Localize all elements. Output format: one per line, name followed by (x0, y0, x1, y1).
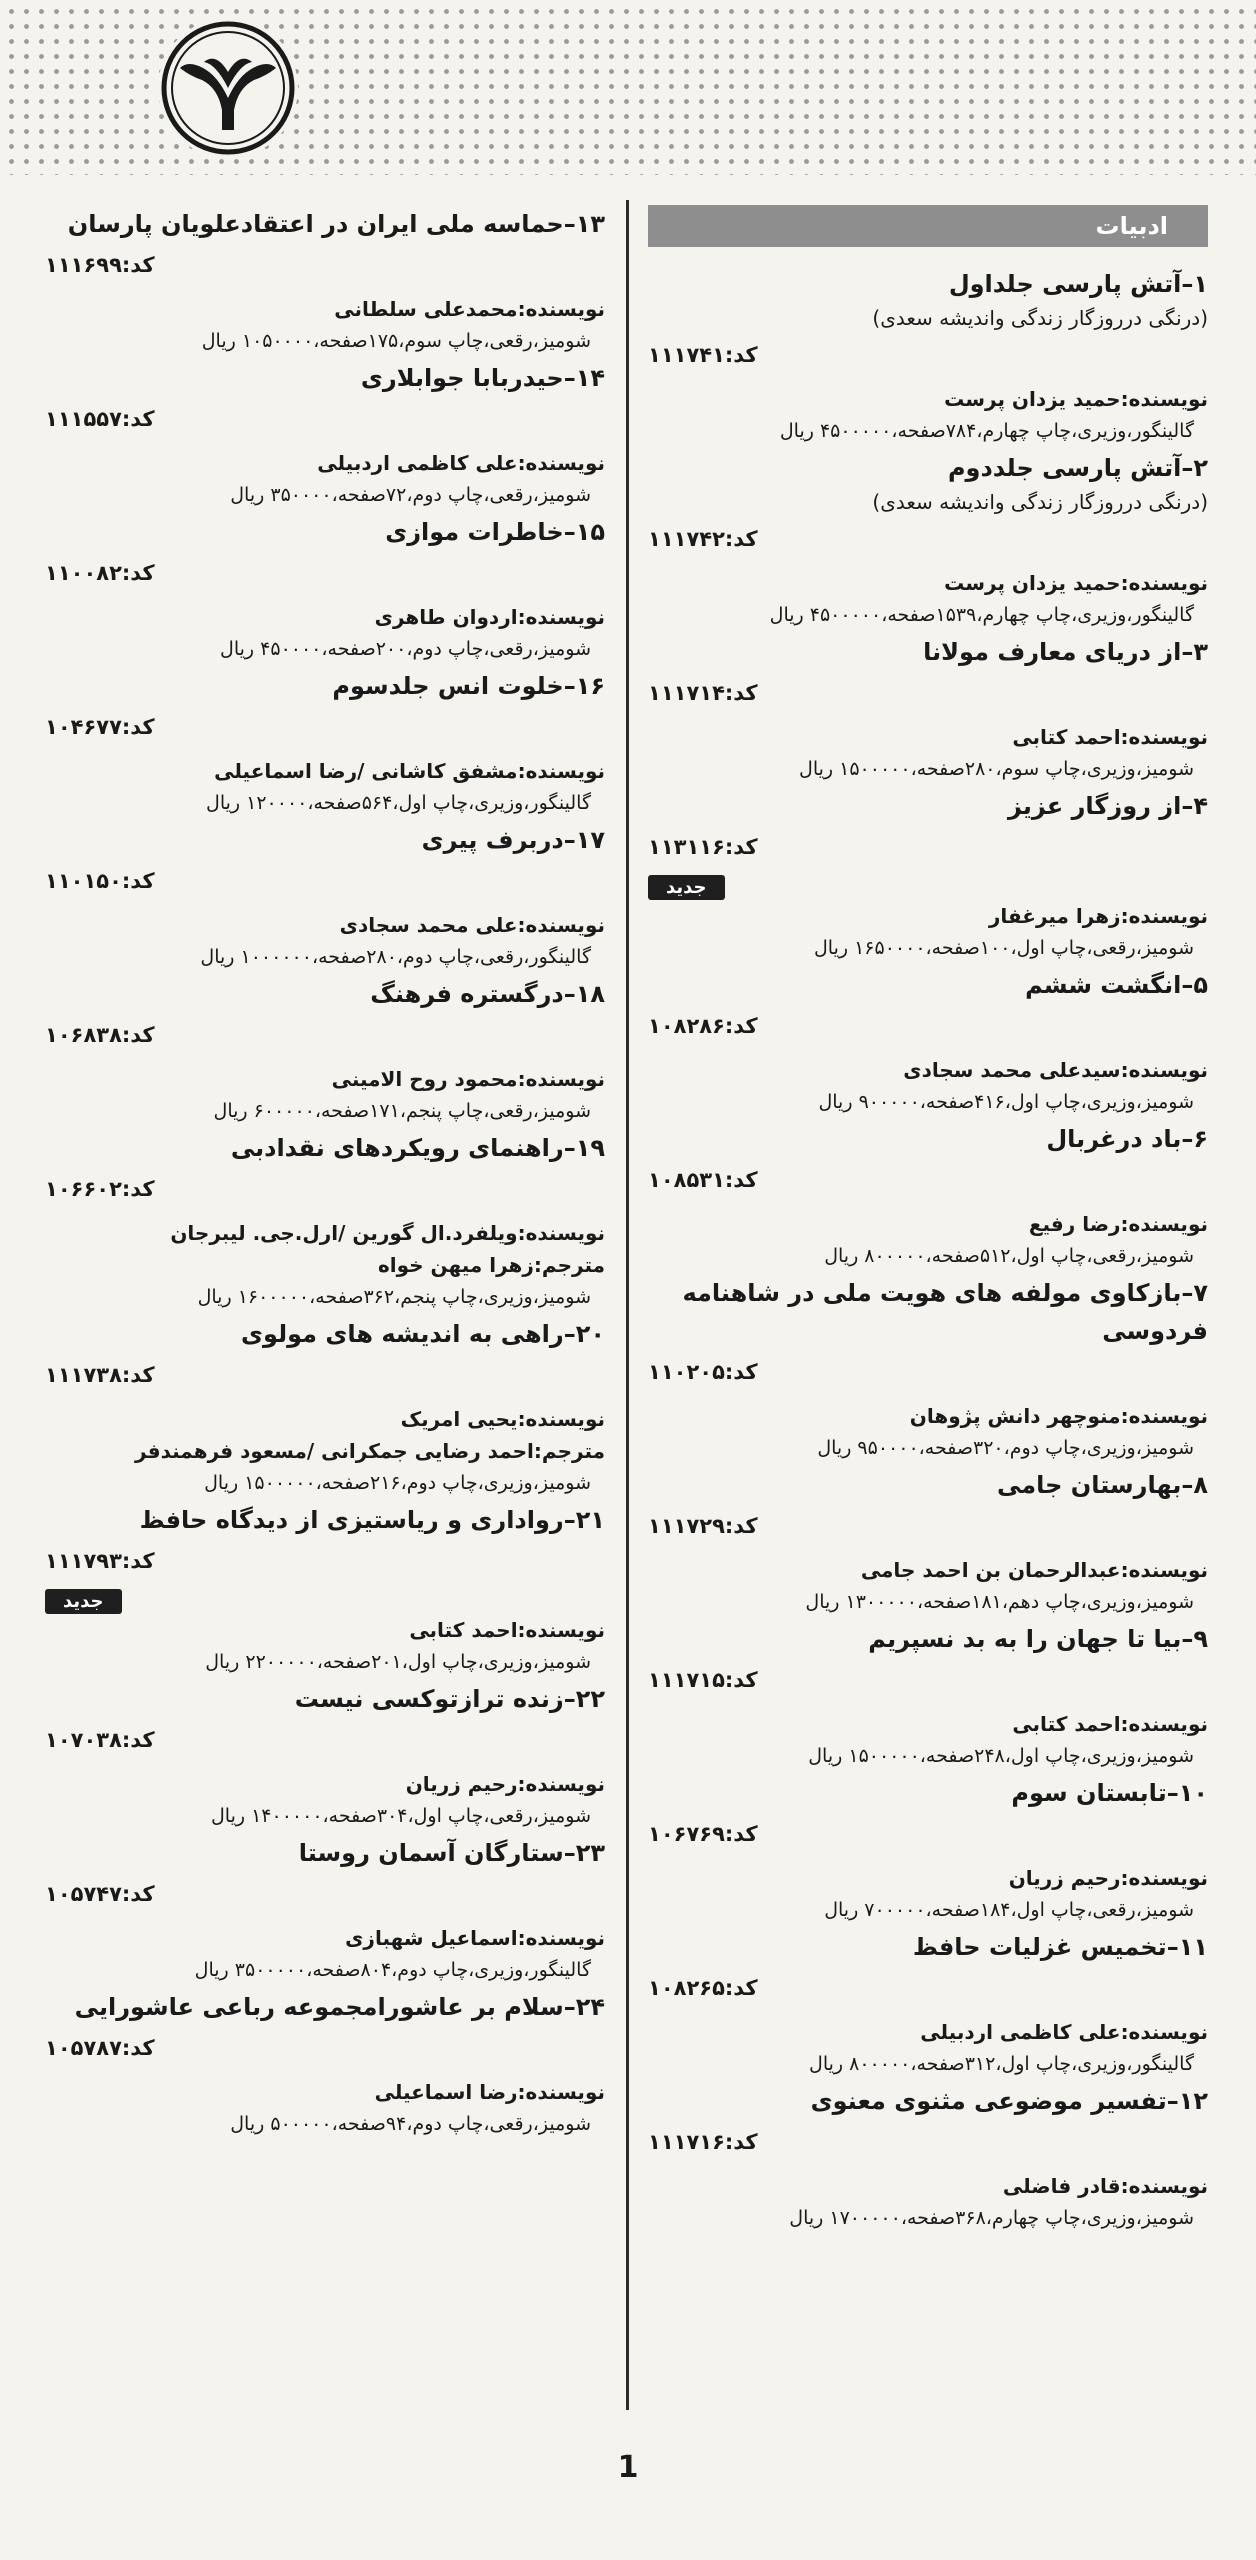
book-translator: مترجم:احمد رضایی جمکرانی /مسعود فرهمندفر (135, 1439, 605, 1463)
book-author: نویسنده:قادر فاضلی (1002, 2174, 1208, 2198)
book-subtitle: (درنگی درروزگار زندگی واندیشه سعدی) (872, 490, 1208, 514)
book-title: ۲۱–رواداری و ریاستیزی از دیدگاه حافظ (139, 1506, 605, 1534)
logo-graphic (158, 18, 298, 158)
new-badge: جدید (45, 1589, 122, 1614)
book-author: نویسنده:حمید یزدان پرست (944, 571, 1208, 595)
section-header-adabiyat: ادبیات (648, 205, 1208, 247)
book-title: ۶–باد درغربال (1046, 1125, 1208, 1153)
book-details: شومیز،رقعی،چاپ اول،۳۰۴صفحه،۱۴۰۰۰۰۰ ریال (210, 1805, 591, 1827)
new-badge-row (648, 875, 1208, 900)
book-code: کد:۱۰۸۲۶۵ (648, 1976, 758, 2000)
book-entry (45, 205, 605, 357)
book-code: کد:۱۱۱۵۵۷ (45, 407, 155, 431)
book-title: ۸–بهارستان جامی (996, 1471, 1208, 1499)
book-translator: مترجم:زهرا میهن خواه (377, 1253, 605, 1277)
book-code: کد:۱۱۱۷۱۵ (648, 1668, 758, 1692)
book-code: کد:۱۱۱۷۳۸ (45, 1363, 155, 1387)
book-details: گالینگور،رقعی،چاپ دوم،۲۸۰صفحه،۱۰۰۰۰۰۰ ریال (200, 946, 591, 968)
book-code: کد:۱۱۳۱۱۶ (648, 835, 758, 859)
book-details: شومیز،وزیری،چاپ چهارم،۳۶۸صفحه،۱۷۰۰۰۰۰ ریال (789, 2207, 1194, 2229)
right-column (648, 205, 1208, 2236)
book-details: شومیز،رقعی،چاپ دوم،۷۲صفحه،۳۵۰۰۰۰ ریال (230, 484, 591, 506)
book-details: شومیز،وزیری،چاپ اول،۴۱۶صفحه،۹۰۰۰۰۰ ریال (818, 1091, 1194, 1113)
publisher-logo-icon (158, 18, 298, 158)
book-code: کد:۱۱۱۷۱۶ (648, 2130, 758, 2154)
book-author: نویسنده:سیدعلی محمد سجادی (903, 1058, 1208, 1082)
book-details: شومیز،رقعی،چاپ اول،۱۰۰صفحه،۱۶۵۰۰۰۰ ریال (813, 937, 1194, 959)
book-details: گالینگور،وزیری،چاپ چهارم،۷۸۴صفحه،۴۵۰۰۰۰۰ ریال (779, 420, 1194, 442)
book-title: ۲۲–زنده ترازتوکسی نیست (294, 1685, 605, 1713)
book-title: ۱۶–خلوت انس جلدسوم (332, 672, 605, 700)
book-entry (45, 1988, 605, 2140)
book-details: شومیز،رقعی،چاپ دوم،۹۴صفحه،۵۰۰۰۰۰ ریال (230, 2113, 591, 2135)
book-author: نویسنده:احمد کتابی (1012, 725, 1208, 749)
book-entry (648, 449, 1208, 631)
book-entry (45, 667, 605, 819)
book-title: ۱۸–درگستره فرهنگ (370, 980, 605, 1008)
book-code: کد:۱۱۰۲۰۵ (648, 1360, 758, 1384)
book-author: نویسنده:محمود روح الامینی (331, 1067, 605, 1091)
book-author: نویسنده:حمید یزدان پرست (944, 387, 1208, 411)
book-details: گالینگور،وزیری،چاپ چهارم،۱۵۳۹صفحه،۴۵۰۰۰۰۰ ریال (769, 604, 1194, 626)
book-code: کد:۱۰۴۶۷۷ (45, 715, 155, 739)
book-title: ۲۰–راهی به اندیشه های مولوی (241, 1320, 605, 1348)
book-code: کد:۱۱۱۷۱۴ (648, 681, 758, 705)
book-details: شومیز،وزیری،چاپ اول،۲۰۱صفحه،۲۲۰۰۰۰۰ ریال (205, 1651, 591, 1673)
book-author: نویسنده:رضا اسماعیلی (374, 2080, 605, 2104)
book-author: نویسنده:رحیم زریان (405, 1772, 605, 1796)
book-details: شومیز،وزیری،چاپ دهم،۱۸۱صفحه،۱۳۰۰۰۰۰ ریال (805, 1591, 1194, 1613)
column-divider (626, 200, 629, 2410)
book-details: گالینگور،وزیری،چاپ اول،۳۱۲صفحه،۸۰۰۰۰۰ ریال (809, 2053, 1194, 2075)
book-author: نویسنده:رضا رفیع (1028, 1212, 1208, 1236)
book-code: کد:۱۰۵۷۴۷ (45, 1882, 155, 1906)
book-author: نویسنده:ویلفرد.ال گورین /ارل.جی. لیبرجان (170, 1221, 605, 1245)
book-details: شومیز،وزیری،چاپ اول،۲۴۸صفحه،۱۵۰۰۰۰۰ ریال (808, 1745, 1194, 1767)
book-entry (648, 966, 1208, 1118)
book-details: گالینگور،وزیری،چاپ دوم،۸۰۴صفحه،۳۵۰۰۰۰۰ ریال (194, 1959, 591, 1981)
book-code: کد:۱۰۶۷۶۹ (648, 1822, 758, 1846)
book-title: ۱۳–حماسه ملی ایران در اعتقادعلویان پارسان (67, 210, 605, 238)
book-details: شومیز،رقعی،چاپ سوم،۱۷۵صفحه،۱۰۵۰۰۰۰ ریال (201, 330, 591, 352)
book-details: شومیز،رقعی،چاپ اول،۵۱۲صفحه،۸۰۰۰۰۰ ریال (824, 1245, 1194, 1267)
book-title: ۱۰–تابستان سوم (1011, 1779, 1208, 1807)
book-title: ۴–از روزگار عزیز (1007, 792, 1208, 820)
book-code: کد:۱۰۵۷۸۷ (45, 2036, 155, 2060)
book-subtitle: (درنگی درروزگار زندگی واندیشه سعدی) (872, 306, 1208, 330)
book-title: ۲۳–ستارگان آسمان روستا (298, 1839, 605, 1867)
book-entry (648, 265, 1208, 447)
new-badge: جدید (648, 875, 725, 900)
book-entry (45, 821, 605, 973)
book-entry (45, 1680, 605, 1832)
book-entry (648, 1620, 1208, 1772)
book-code: کد:۱۰۸۲۸۶ (648, 1014, 758, 1038)
book-entry (648, 2082, 1208, 2234)
book-title: ۱۹–راهنمای رویکردهای نقدادبی (230, 1134, 605, 1162)
book-title: ۲–آتش پارسی جلددوم (947, 454, 1208, 482)
book-details: شومیز،وزیری،چاپ دوم،۳۲۰صفحه،۹۵۰۰۰۰ ریال (817, 1437, 1194, 1459)
book-details: شومیز،وزیری،چاپ دوم،۲۱۶صفحه،۱۵۰۰۰۰۰ ریال (204, 1472, 591, 1494)
book-author: نویسنده:محمدعلی سلطانی (334, 297, 605, 321)
book-author: نویسنده:احمد کتابی (1012, 1712, 1208, 1736)
book-entry (45, 1315, 605, 1499)
book-title: ۳–از دریای معارف مولانا (923, 638, 1208, 666)
book-author: نویسنده:منوچهر دانش پژوهان (909, 1404, 1208, 1428)
left-column (45, 205, 605, 2142)
book-details: شومیز،رقعی،چاپ دوم،۲۰۰صفحه،۴۵۰۰۰۰ ریال (220, 638, 591, 660)
book-title: ۱۱–تخمیس غزلیات حافظ (912, 1933, 1208, 1961)
book-title: ۱۷–دربرف پیری (421, 826, 605, 854)
book-code: کد:۱۱۰۰۸۲ (45, 561, 155, 585)
book-entry (45, 513, 605, 665)
book-code: کد:۱۰۷۰۳۸ (45, 1728, 155, 1752)
book-code: کد:۱۱۱۷۴۱ (648, 343, 758, 367)
book-entry (45, 1834, 605, 1986)
book-author: نویسنده:مشفق کاشانی /رضا اسماعیلی (214, 759, 605, 783)
book-code: کد:۱۰۶۶۰۲ (45, 1177, 155, 1201)
book-code: کد:۱۱۱۷۹۳ (45, 1549, 155, 1573)
book-title: ۱۲–تفسیر موضوعی مثنوی معنوی (810, 2087, 1208, 2115)
book-code: کد:۱۱۱۶۹۹ (45, 253, 155, 277)
page-number: 1 (617, 2450, 639, 2485)
book-author: نویسنده:اسماعیل شهبازی (345, 1926, 605, 1950)
book-author: نویسنده:علی کاظمی اردبیلی (317, 451, 605, 475)
book-entry (45, 359, 605, 511)
book-entry (648, 633, 1208, 785)
book-author: نویسنده:علی محمد سجادی (339, 913, 605, 937)
book-title: ۹–بیا تا جهان را به بد نسپریم (868, 1625, 1208, 1653)
book-author: نویسنده:احمد کتابی (409, 1618, 605, 1642)
book-code: کد:۱۰۸۵۳۱ (648, 1168, 758, 1192)
book-entry (648, 1774, 1208, 1926)
new-badge-row (45, 1589, 605, 1614)
book-details: گالینگور،وزیری،چاپ اول،۵۶۴صفحه،۱۲۰۰۰۰ ریال (206, 792, 591, 814)
book-entry (648, 1928, 1208, 2080)
book-author: نویسنده:رحیم زریان (1008, 1866, 1208, 1890)
book-details: شومیز،وزیری،چاپ سوم،۲۸۰صفحه،۱۵۰۰۰۰۰ ریال (799, 758, 1194, 780)
book-entry (45, 1129, 605, 1313)
book-entry (648, 1274, 1208, 1464)
book-title: ۷–بازکاوی مولفه های هویت ملی در شاهنامه فردوسی (682, 1279, 1208, 1345)
book-code: کد:۱۱۰۱۵۰ (45, 869, 155, 893)
book-author: نویسنده:عبدالرحمان بن احمد جامی (860, 1558, 1208, 1582)
book-entry (45, 1501, 605, 1678)
book-title: ۱–آتش پارسی جلداول (948, 270, 1208, 298)
book-author: نویسنده:زهرا میرغفار (988, 904, 1208, 928)
book-entry (648, 787, 1208, 964)
book-details: شومیز،رقعی،چاپ پنجم،۱۷۱صفحه،۶۰۰۰۰۰ ریال (213, 1100, 591, 1122)
book-code: کد:۱۱۱۷۴۲ (648, 527, 758, 551)
book-code: کد:۱۰۶۸۳۸ (45, 1023, 155, 1047)
book-author: نویسنده:علی کاظمی اردبیلی (920, 2020, 1208, 2044)
book-details: شومیز،وزیری،چاپ پنجم،۳۶۲صفحه،۱۶۰۰۰۰۰ ریال (197, 1286, 591, 1308)
book-title: ۵–انگشت ششم (1025, 971, 1208, 999)
book-code: کد:۱۱۱۷۲۹ (648, 1514, 758, 1538)
book-title: ۱۴–حیدربابا جوابلاری (360, 364, 605, 392)
book-entry (45, 975, 605, 1127)
book-entry (648, 1120, 1208, 1272)
book-author: نویسنده:اردوان طاهری (374, 605, 605, 629)
book-details: شومیز،رقعی،چاپ اول،۱۸۴صفحه،۷۰۰۰۰۰ ریال (824, 1899, 1194, 1921)
book-entry (648, 1466, 1208, 1618)
book-title: ۲۴–سلام بر عاشورامجموعه رباعی عاشورایی (74, 1993, 605, 2021)
book-title: ۱۵–خاطرات موازی (385, 518, 605, 546)
book-author: نویسنده:یحیی امریک (400, 1407, 605, 1431)
